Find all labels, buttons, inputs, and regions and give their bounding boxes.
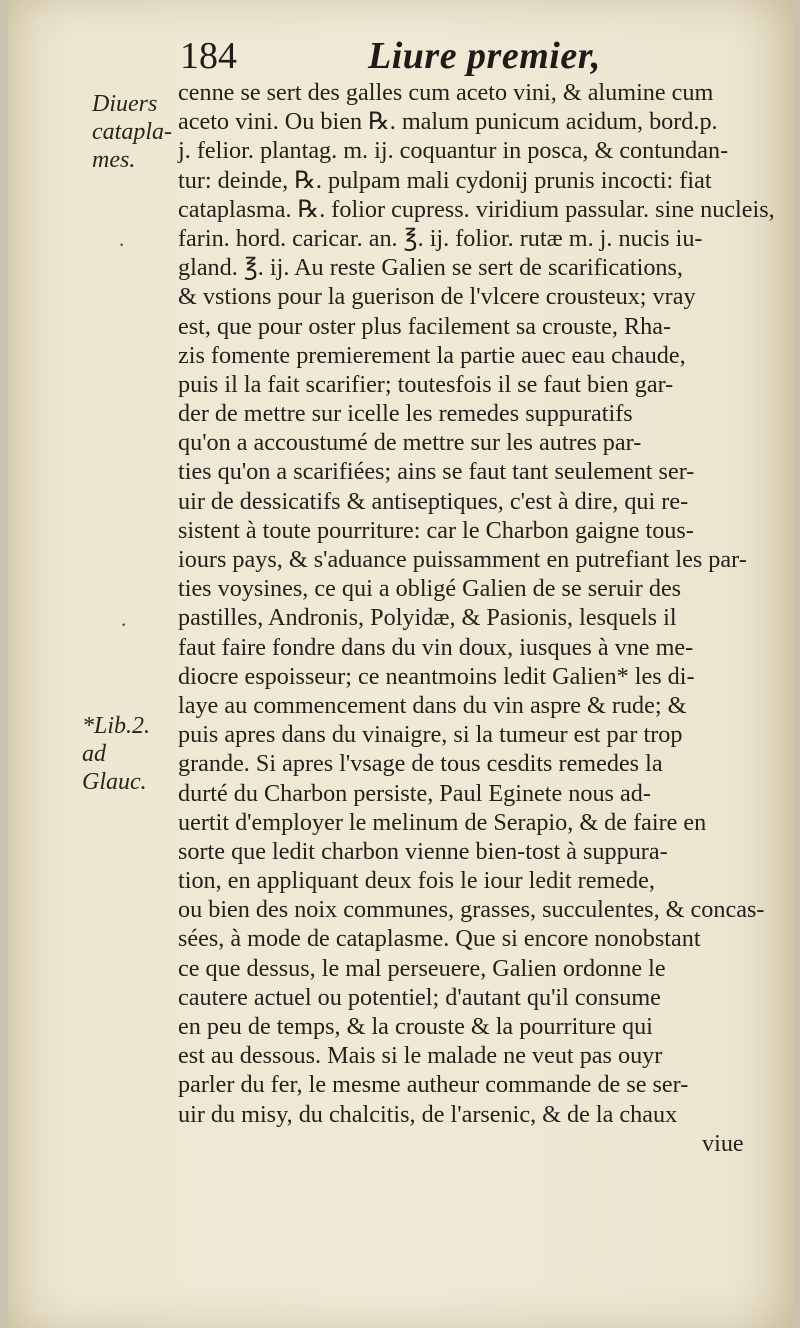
margin-note-line: mes. — [92, 147, 136, 173]
text-line: sorte que ledit charbon vienne bien-tost à suppura- — [178, 837, 668, 865]
text-line: laye au commencement dans du vin aspre & rude; & — [178, 691, 687, 719]
text-line: est, que pour oster plus facilement sa crouste, Rha- — [178, 312, 672, 340]
text-line: durté du Charbon persiste, Paul Eginete nous ad- — [178, 779, 651, 807]
text-line: en peu de temps, & la crouste & la pourriture qui — [178, 1013, 653, 1040]
margin-note-divers — [92, 90, 172, 174]
text-line: diocre espoisseur; ce neantmoins ledit Galien* les di- — [178, 662, 695, 690]
margin-note-line: Glauc. — [82, 769, 147, 795]
text-line: puis apres dans du vinaigre, si la tumeur est par trop — [178, 721, 683, 749]
text-line: viue — [702, 1129, 744, 1157]
margin-note-line: catapla- — [92, 119, 172, 145]
text-line: der de mettre sur icelle les remedes suppuratifs — [178, 400, 633, 428]
text-line: cenne se sert des galles cum aceto vini, & alumine cum — [178, 79, 714, 106]
text-line: ties voysines, ce qui a obligé Galien de se seruir des — [178, 575, 682, 603]
text-line: aceto vini. Ou bien ℞. malum punicum acidum, bord.p. — [178, 108, 718, 136]
text-line: ties qu'on a scarifiées; ains se faut tant seulement ser- — [178, 458, 695, 486]
text-line: uertit d'employer le melinum de Serapio, & de faire en — [178, 808, 707, 836]
margin-note-line: Diuers — [92, 91, 158, 117]
text-line: sistent à toute pourriture: car le Charbon gaigne tous- — [178, 516, 694, 544]
text-line: ce que dessus, le mal perseuere, Galien ordonne le — [178, 954, 666, 982]
margin-mark: · — [120, 612, 128, 637]
text-line: farin. hord. caricar. an. ℥. ij. folior. rutæ m. j. nucis iu- — [178, 224, 703, 252]
book-page — [8, 0, 794, 1328]
margin-mark: · — [118, 232, 126, 257]
body-text — [178, 78, 800, 1158]
text-line: iours pays, & s'aduance puissamment en putrefiant les par- — [178, 546, 747, 573]
text-line: parler du fer, le mesme autheur commande de se ser- — [178, 1071, 689, 1099]
text-line: faut faire fondre dans du vin doux, iusques à vne me- — [178, 633, 694, 661]
margin-note-line: *Lib.2. — [82, 713, 151, 739]
text-line: uir du misy, du chalcitis, de l'arsenic, & de la chaux — [178, 1100, 678, 1128]
text-line: j. felior. plantag. m. ij. coquantur in posca, & contundan- — [178, 137, 729, 165]
text-line: tur: deinde, ℞. pulpam mali cydonij prunis incocti: fiat — [178, 166, 712, 194]
page-number: 184 — [180, 35, 237, 77]
text-line: & vstions pour la guerison de l'vlcere crousteux; vray — [178, 283, 696, 311]
margin-note-line: ad — [82, 741, 106, 767]
text-line: zis fomente premierement la partie auec eau chaude, — [178, 341, 686, 369]
text-line: pastilles, Andronis, Polyidæ, & Pasionis, lesquels il — [178, 604, 677, 632]
running-title: Liure premier, — [368, 35, 601, 77]
text-line: est au dessous. Mais si le malade ne veut pas ouyr — [178, 1042, 663, 1070]
text-line: ou bien des noix communes, grasses, succulentes, & concas- — [178, 896, 765, 924]
text-line: qu'on a accoustumé de mettre sur les autres par- — [178, 429, 642, 457]
text-line: tion, en appliquant deux fois le iour ledit remede, — [178, 867, 655, 895]
text-line: cautere actuel ou potentiel; d'autant qu'il consume — [178, 983, 661, 1011]
text-line: uir de dessicatifs & antiseptiques, c'est à dire, qui re- — [178, 487, 689, 515]
text-line: sées, à mode de cataplasme. Que si encore nonobstant — [178, 925, 701, 953]
margin-note-lib — [82, 712, 150, 796]
text-line: gland. ℥. ij. Au reste Galien se sert de scarifications, — [178, 254, 683, 282]
text-line: grande. Si apres l'vsage de tous cesdits remedes la — [178, 750, 663, 778]
text-line: cataplasma. ℞. folior cupress. viridium passular. sine nucleis, — [178, 195, 775, 223]
text-line: puis il la fait scarifier; toutesfois il se faut bien gar- — [178, 370, 674, 398]
